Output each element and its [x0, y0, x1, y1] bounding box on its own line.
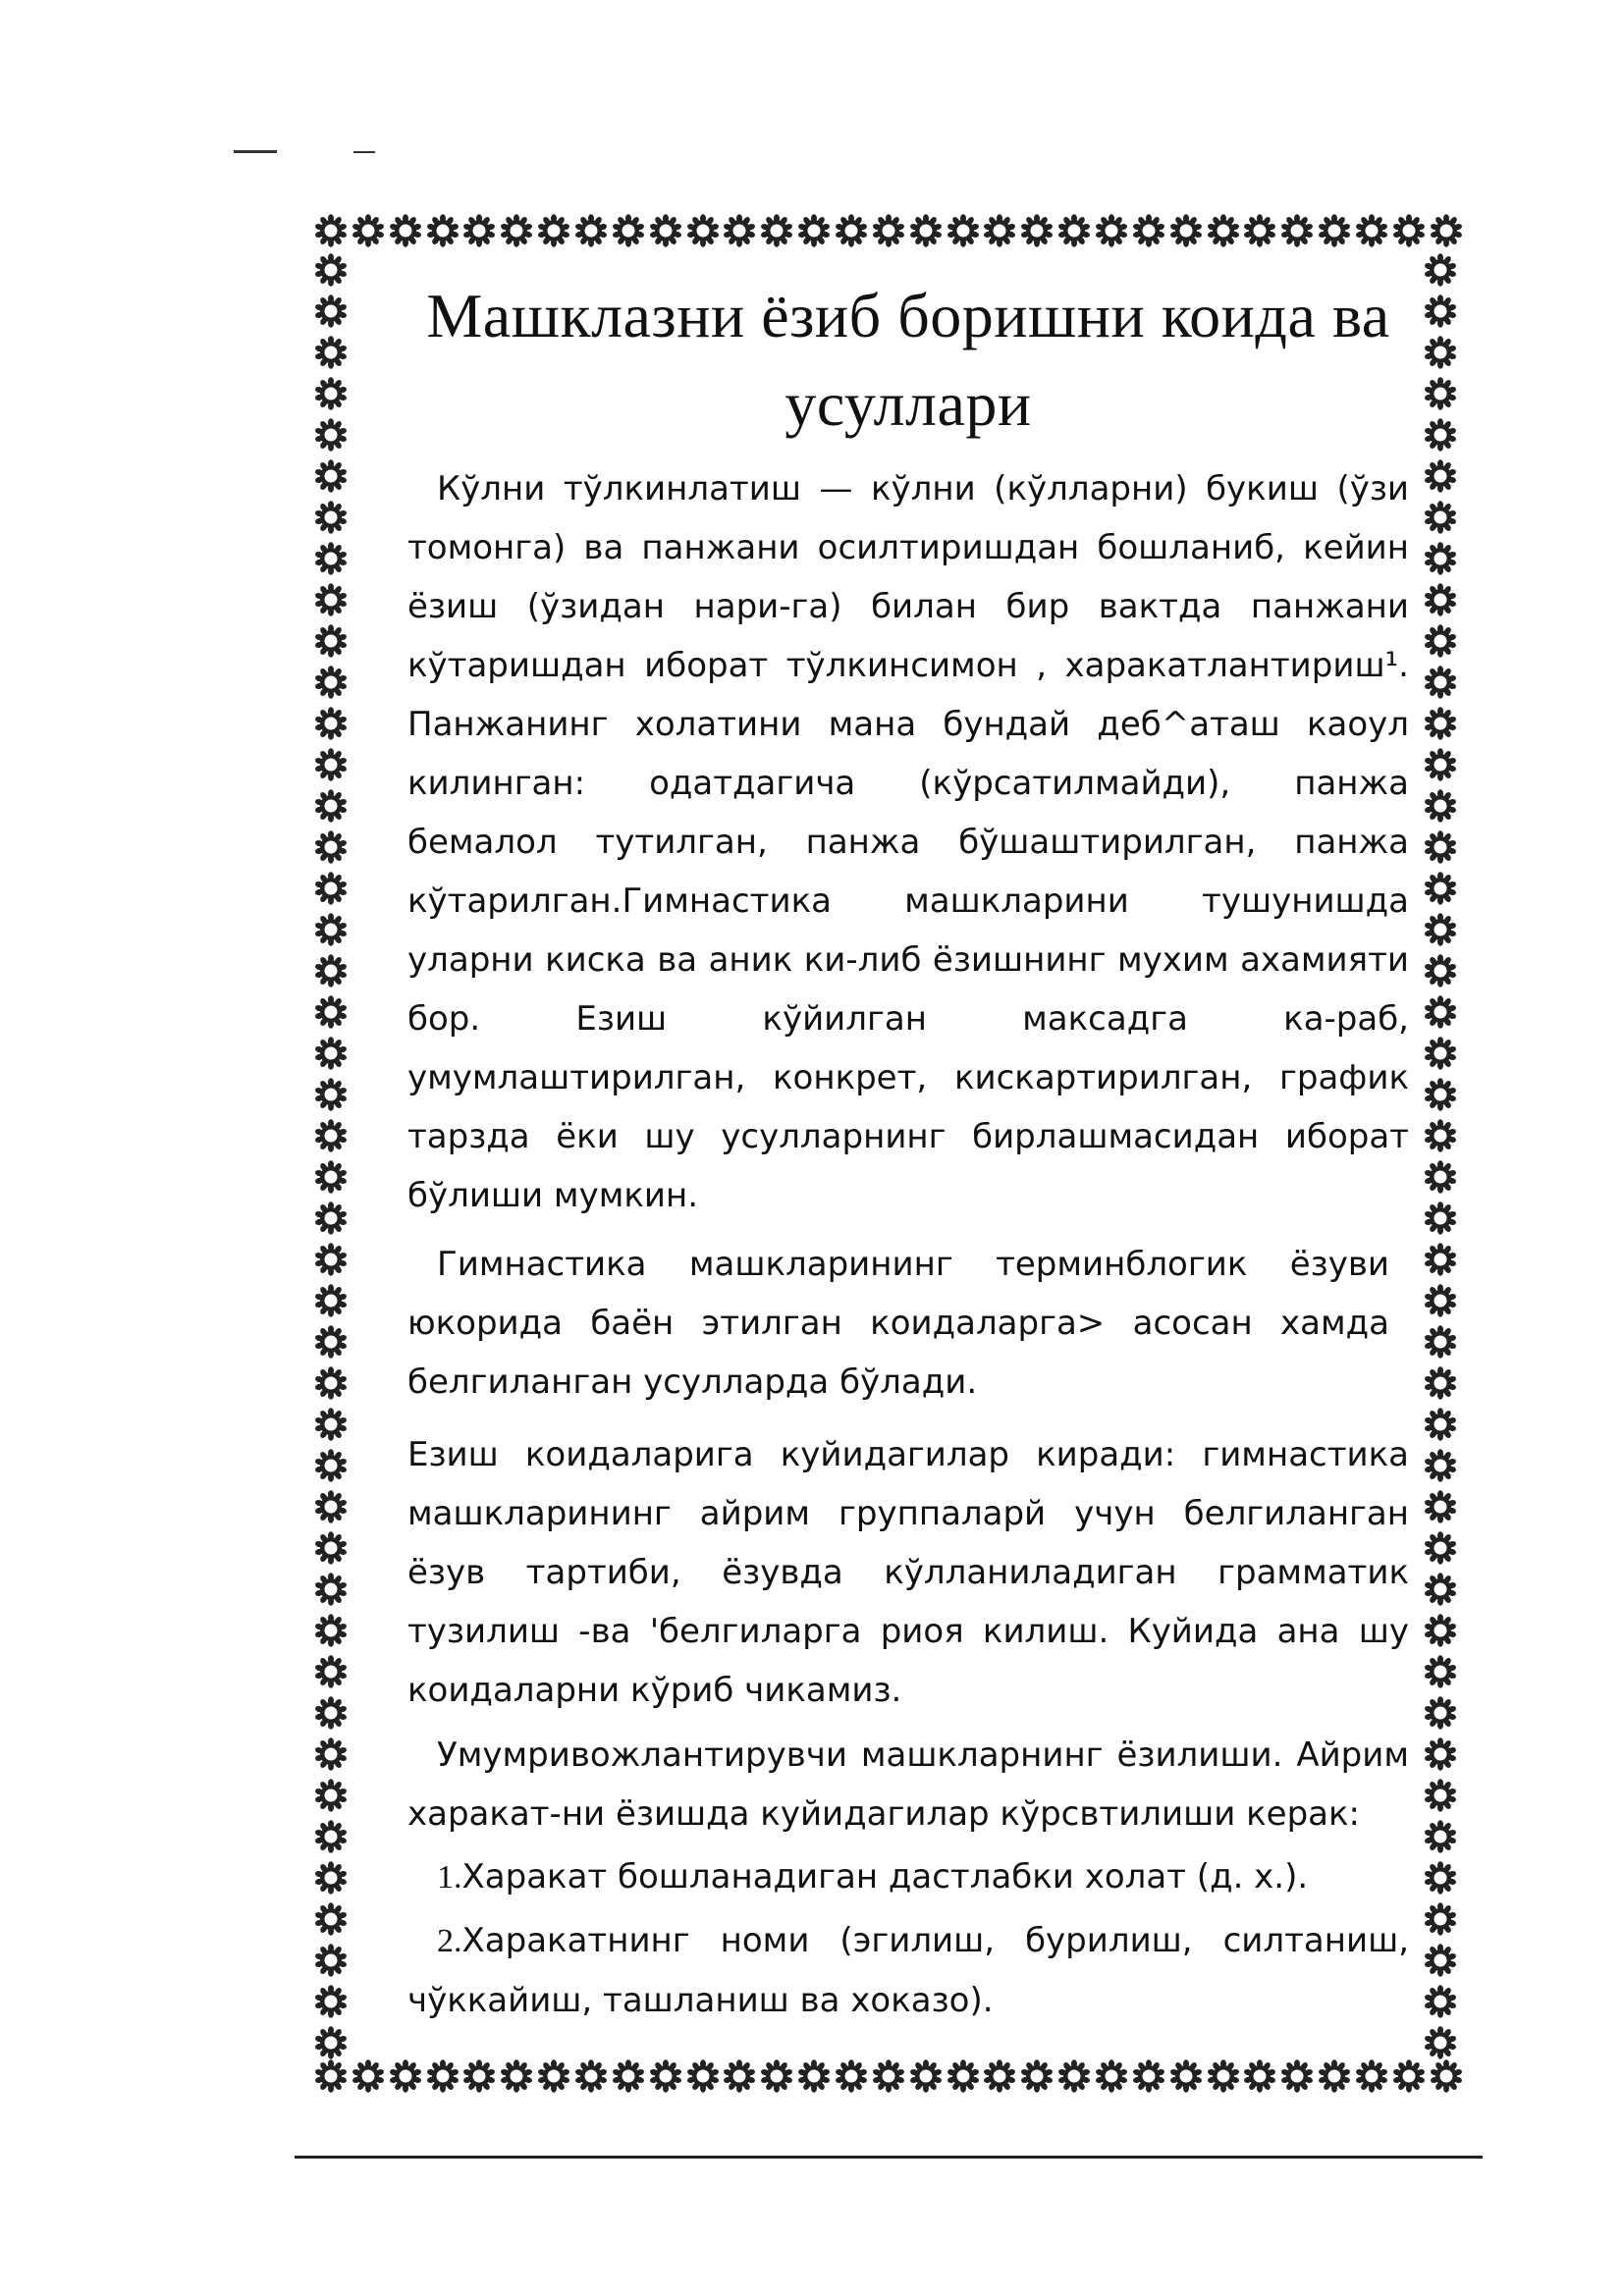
flower-ornament-icon — [574, 2059, 608, 2093]
flower-ornament-icon — [1243, 214, 1276, 247]
flower-ornament-icon — [1169, 214, 1203, 247]
flower-ornament-icon — [1132, 214, 1165, 247]
flower-ornament-icon — [537, 214, 570, 247]
flower-ornament-icon — [314, 1573, 348, 1606]
scan-mark-2 — [353, 151, 375, 153]
flower-ornament-icon — [1424, 872, 1457, 905]
flower-ornament-icon — [314, 1985, 348, 2018]
flower-ornament-icon — [314, 1820, 348, 1853]
page-content — [407, 273, 1409, 2030]
flower-ornament-icon — [500, 2059, 533, 2093]
flower-ornament-icon — [612, 2059, 645, 2093]
flower-ornament-icon — [314, 954, 348, 988]
flower-ornament-icon — [314, 2026, 348, 2059]
flower-ornament-icon — [462, 214, 496, 247]
flower-ornament-icon — [389, 2059, 422, 2093]
flower-ornament-icon — [872, 2059, 905, 2093]
flower-ornament-icon — [1424, 913, 1457, 946]
flower-ornament-icon — [1057, 214, 1091, 247]
border-bottom — [314, 2059, 1463, 2099]
flower-ornament-icon — [1424, 583, 1457, 616]
flower-ornament-icon — [1424, 1201, 1457, 1235]
flower-ornament-icon — [1424, 1366, 1457, 1400]
flower-ornament-icon — [1424, 1779, 1457, 1812]
flower-ornament-icon — [1424, 1160, 1457, 1194]
bottom-rule — [295, 2156, 1483, 2159]
flower-ornament-icon — [1095, 214, 1128, 247]
flower-ornament-icon — [314, 1366, 348, 1400]
flower-ornament-icon — [612, 214, 645, 247]
flower-ornament-icon — [983, 214, 1016, 247]
flower-ornament-icon — [1424, 1284, 1457, 1317]
flower-ornament-icon — [1020, 2059, 1054, 2093]
flower-ornament-icon — [1424, 1614, 1457, 1647]
flower-ornament-icon — [1424, 748, 1457, 781]
flower-ornament-icon — [1424, 1820, 1457, 1853]
title-line-1: Машклазни ёзиб боришни коида ва — [426, 281, 1390, 350]
paragraph-1: Кўлни тўлкинлатиш — кўлни (кўлларни) букиш (ўзи томонга) ва панжани осилтиришдан бошланиб, кейин ёзиш (ўзидан нари-га) билан бир вактда панжани кўтаришдан иборат тўлкинсимон , харакатлантириш¹. Панжанинг холатини мана бундай деб^аташ каоул килинган: одатдагича (кўрсатилмайди), панжа бемалол тутилган, панжа бўшаштирилган, панжа кўтарилган.Гимнастика машкларини тушунишда уларни киска ва аник ки-либ ёзишнинг мухим ахамияти бор. Езиш кўйилган максадга ка-раб, умумлаштирилган, конкрет, кискартирилган, график тарзда ёки шу усулларнинг бирлашмасидан иборат бўлиши мумкин. — [407, 469, 1409, 1215]
flower-ornament-icon — [1392, 214, 1426, 247]
flower-ornament-icon — [1355, 214, 1388, 247]
flower-ornament-icon — [1424, 1944, 1457, 1977]
flower-ornament-icon — [314, 1861, 348, 1895]
flower-ornament-icon — [1057, 2059, 1091, 2093]
flower-ornament-icon — [649, 214, 682, 247]
flower-ornament-icon — [1020, 214, 1054, 247]
flower-ornament-icon — [314, 1325, 348, 1359]
flower-ornament-icon — [314, 542, 348, 575]
flower-ornament-icon — [1424, 1655, 1457, 1688]
flower-ornament-icon — [909, 214, 943, 247]
flower-ornament-icon — [314, 1037, 348, 1070]
flower-ornament-icon — [314, 214, 348, 247]
flower-ornament-icon — [1424, 1902, 1457, 1936]
flower-ornament-icon — [314, 1078, 348, 1111]
flower-ornament-icon — [1318, 2059, 1351, 2093]
flower-ornament-icon — [1424, 1119, 1457, 1152]
flower-ornament-icon — [1424, 336, 1457, 369]
flower-ornament-icon — [574, 214, 608, 247]
flower-ornament-icon — [314, 2059, 348, 2093]
list-number: 2. — [437, 1923, 462, 1959]
flower-ornament-icon — [1424, 707, 1457, 740]
flower-ornament-icon — [1424, 1531, 1457, 1565]
flower-ornament-icon — [1424, 666, 1457, 699]
flower-ornament-icon — [1430, 214, 1463, 247]
flower-ornament-icon — [1280, 214, 1314, 247]
flower-ornament-icon — [314, 666, 348, 699]
flower-ornament-icon — [314, 377, 348, 410]
flower-ornament-icon — [723, 214, 756, 247]
flower-ornament-icon — [426, 214, 460, 247]
flower-ornament-icon — [1207, 2059, 1240, 2093]
flower-ornament-icon — [314, 253, 348, 287]
flower-ornament-icon — [314, 789, 348, 823]
flower-ornament-icon — [1095, 2059, 1128, 2093]
flower-ornament-icon — [314, 1408, 348, 1441]
flower-ornament-icon — [462, 2059, 496, 2093]
flower-ornament-icon — [1424, 1078, 1457, 1111]
border-top — [314, 214, 1463, 253]
flower-ornament-icon — [314, 1902, 348, 1936]
flower-ornament-icon — [314, 1737, 348, 1771]
flower-ornament-icon — [1424, 1861, 1457, 1895]
flower-ornament-icon — [1424, 459, 1457, 493]
flower-ornament-icon — [760, 214, 793, 247]
page-title — [407, 273, 1409, 448]
flower-ornament-icon — [1424, 1243, 1457, 1276]
flower-ornament-icon — [314, 583, 348, 616]
flower-ornament-icon — [426, 2059, 460, 2093]
flower-ornament-icon — [537, 2059, 570, 2093]
flower-ornament-icon — [1424, 954, 1457, 988]
flower-ornament-icon — [1424, 1573, 1457, 1606]
flower-ornament-icon — [835, 214, 868, 247]
flower-ornament-icon — [1424, 789, 1457, 823]
flower-ornament-icon — [1424, 1449, 1457, 1482]
flower-ornament-icon — [723, 2059, 756, 2093]
flower-ornament-icon — [797, 214, 831, 247]
flower-ornament-icon — [314, 913, 348, 946]
flower-ornament-icon — [314, 1449, 348, 1482]
flower-ornament-icon — [1355, 2059, 1388, 2093]
flower-ornament-icon — [1207, 214, 1240, 247]
flower-ornament-icon — [1424, 377, 1457, 410]
list-item-2 — [407, 1911, 1409, 2030]
flower-ornament-icon — [314, 501, 348, 534]
flower-ornament-icon — [314, 1614, 348, 1647]
flower-ornament-icon — [947, 2059, 980, 2093]
flower-ornament-icon — [314, 1243, 348, 1276]
flower-ornament-icon — [686, 214, 720, 247]
list-number: 1. — [437, 1859, 462, 1896]
flower-ornament-icon — [760, 2059, 793, 2093]
list-item-1 — [407, 1847, 1409, 1907]
list-text: Харакатнинг номи (эгилиш, бурилиш, силтаниш, чўккайиш, ташланиш ва хоказо). — [407, 1921, 1409, 2020]
flower-ornament-icon — [1424, 294, 1457, 328]
flower-ornament-icon — [983, 2059, 1016, 2093]
flower-ornament-icon — [909, 2059, 943, 2093]
flower-ornament-icon — [314, 707, 348, 740]
flower-ornament-icon — [1424, 830, 1457, 864]
flower-ornament-icon — [872, 214, 905, 247]
flower-ornament-icon — [352, 2059, 385, 2093]
title-line-2: усуллари — [784, 369, 1032, 439]
flower-ornament-icon — [1424, 1737, 1457, 1771]
flower-ornament-icon — [314, 872, 348, 905]
flower-ornament-icon — [314, 830, 348, 864]
border-left — [314, 253, 353, 2059]
flower-ornament-icon — [1424, 624, 1457, 658]
flower-ornament-icon — [1243, 2059, 1276, 2093]
flower-ornament-icon — [314, 748, 348, 781]
decorative-frame — [314, 214, 1463, 2099]
flower-ornament-icon — [314, 1490, 348, 1523]
flower-ornament-icon — [1430, 2059, 1463, 2093]
flower-ornament-icon — [1392, 2059, 1426, 2093]
flower-ornament-icon — [389, 214, 422, 247]
flower-ornament-icon — [314, 459, 348, 493]
flower-ornament-icon — [1424, 1696, 1457, 1730]
flower-ornament-icon — [500, 214, 533, 247]
flower-ornament-icon — [314, 1284, 348, 1317]
flower-ornament-icon — [835, 2059, 868, 2093]
flower-ornament-icon — [314, 1201, 348, 1235]
flower-ornament-icon — [1424, 2026, 1457, 2059]
border-right — [1424, 253, 1463, 2059]
list-text: Харакат бошланадиган дастлабки холат (д. х.). — [461, 1857, 1309, 1896]
flower-ornament-icon — [1424, 1408, 1457, 1441]
paragraph-3: Езиш коидаларига куйидагилар киради: гимнастика машкларининг айрим группаларй учун белгиланган ёзув тартиби, ёзувда кўлланиладиган грамматик тузилиш -ва 'белгиларга риоя килиш. Куйида ана шу коидаларни кўриб чикамиз. — [407, 1435, 1409, 1710]
flower-ornament-icon — [1424, 1985, 1457, 2018]
flower-ornament-icon — [1280, 2059, 1314, 2093]
flower-ornament-icon — [1424, 501, 1457, 534]
flower-ornament-icon — [314, 1696, 348, 1730]
flower-ornament-icon — [314, 1119, 348, 1152]
paragraph-4: Умумривожлантирувчи машкларнинг ёзилиши. Айрим харакат-ни ёзишда куйидагилар кўрсвтилиши керак: — [407, 1735, 1409, 1834]
flower-ornament-icon — [1424, 995, 1457, 1029]
flower-ornament-icon — [314, 624, 348, 658]
paragraph-2: Гимнастика машкларининг терминблогик ёзуви юкорида баён этилган коидаларга> асосан хамда белгиланган усулларда бўлади. — [407, 1245, 1389, 1402]
flower-ornament-icon — [797, 2059, 831, 2093]
flower-ornament-icon — [314, 418, 348, 452]
flower-ornament-icon — [1424, 1325, 1457, 1359]
flower-ornament-icon — [314, 1779, 348, 1812]
flower-ornament-icon — [314, 1160, 348, 1194]
flower-ornament-icon — [314, 336, 348, 369]
flower-ornament-icon — [1318, 214, 1351, 247]
scan-mark-1 — [234, 150, 277, 153]
flower-ornament-icon — [352, 214, 385, 247]
flower-ornament-icon — [1424, 253, 1457, 287]
flower-ornament-icon — [1424, 1490, 1457, 1523]
flower-ornament-icon — [947, 214, 980, 247]
flower-ornament-icon — [649, 2059, 682, 2093]
flower-ornament-icon — [1132, 2059, 1165, 2093]
flower-ornament-icon — [314, 1531, 348, 1565]
flower-ornament-icon — [1424, 418, 1457, 452]
flower-ornament-icon — [314, 1655, 348, 1688]
flower-ornament-icon — [1424, 542, 1457, 575]
flower-ornament-icon — [314, 294, 348, 328]
flower-ornament-icon — [314, 1944, 348, 1977]
flower-ornament-icon — [686, 2059, 720, 2093]
flower-ornament-icon — [1169, 2059, 1203, 2093]
flower-ornament-icon — [1424, 1037, 1457, 1070]
flower-ornament-icon — [314, 995, 348, 1029]
